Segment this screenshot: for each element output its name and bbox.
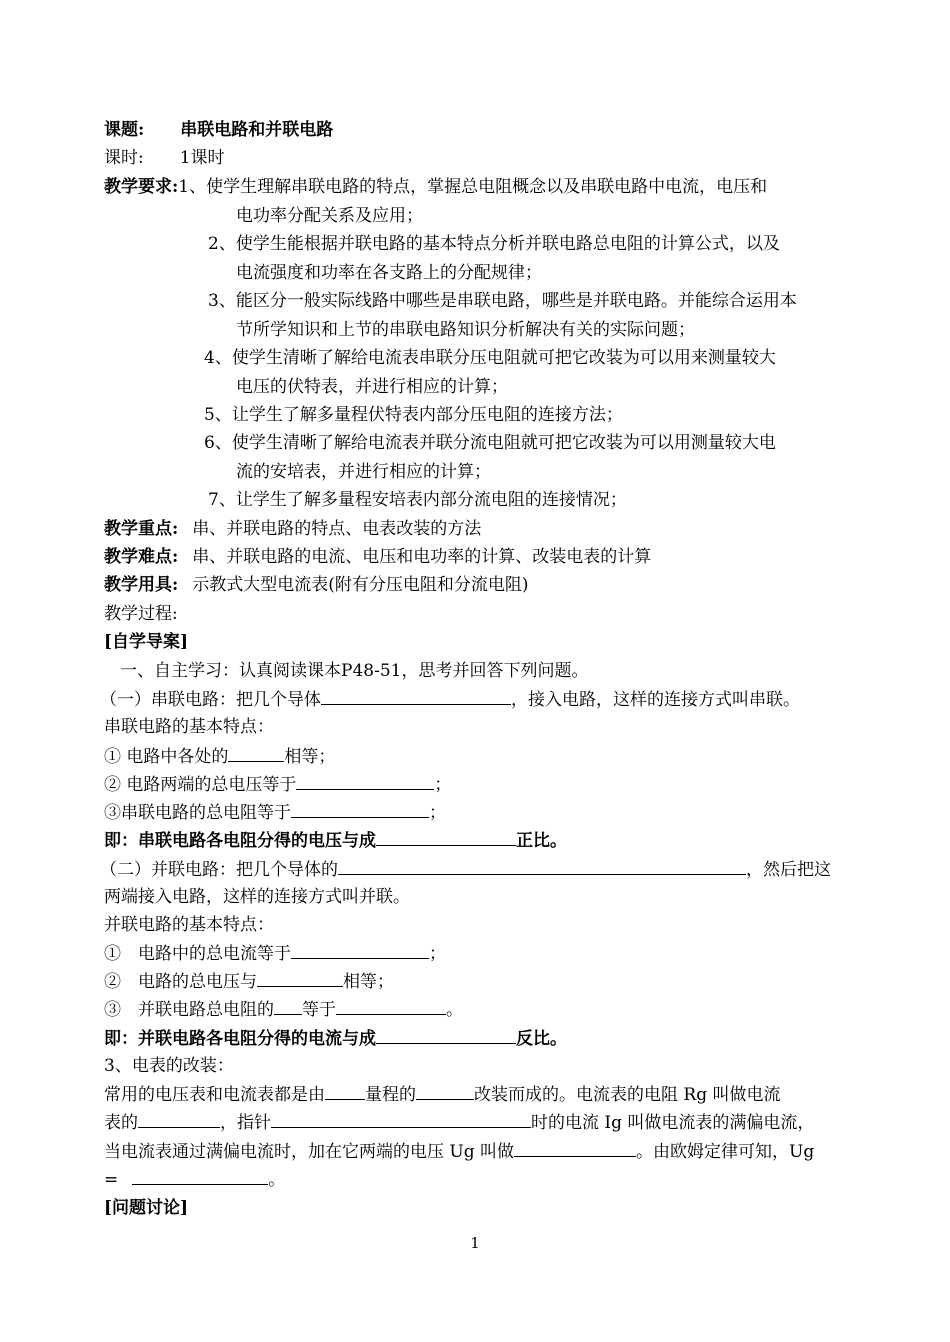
series-feature-1b: 相等； bbox=[284, 747, 336, 767]
parallel-feature-2b: 相等； bbox=[343, 972, 394, 992]
requirement-2b: 电流强度和功率在各支路上的分配规律； bbox=[236, 263, 542, 283]
answer-blank[interactable] bbox=[291, 801, 429, 818]
parallel-feature-2a: ② 电路的总电压与 bbox=[104, 972, 257, 992]
meter-line-1 bbox=[104, 1083, 781, 1106]
answer-blank[interactable] bbox=[132, 1168, 268, 1185]
meter-line-4 bbox=[104, 1168, 285, 1191]
parallel-feature-3a: ③ 并联电路总电阻的 bbox=[104, 1000, 274, 1020]
series-definition-b: ，接入电路，这样的连接方式叫串联。 bbox=[511, 690, 800, 710]
requirement-2a: 2、使学生能根据并联电路的基本特点分析并联电路总电阻的计算公式，以及 bbox=[208, 234, 780, 254]
series-conclusion-b: 正比。 bbox=[516, 831, 567, 851]
topic-title: 串联电路和并联电路 bbox=[180, 120, 334, 140]
answer-blank[interactable] bbox=[336, 998, 446, 1015]
requirement-6a: 6、使学生清晰了解给电流表并联分流电阻就可把它改装为可以用测量较大电 bbox=[204, 433, 776, 453]
process-label: 教学过程: bbox=[104, 604, 178, 624]
requirement-4a: 4、使学生清晰了解给电流表串联分压电阻就可把它改装为可以用来测量较大 bbox=[204, 348, 776, 368]
series-feature-3b: ； bbox=[429, 803, 446, 823]
requirement-1a: 1、使学生理解串联电路的特点，掌握总电阻概念以及串联电路中电流，电压和 bbox=[178, 177, 768, 197]
requirement-3b: 节所学知识和上节的串联电路知识分析解决有关的实际问题； bbox=[236, 320, 695, 340]
series-definition bbox=[100, 688, 800, 711]
parallel-conclusion-b: 反比。 bbox=[516, 1029, 567, 1049]
answer-blank[interactable] bbox=[325, 1083, 365, 1100]
parallel-definition-b: ，然后把这 bbox=[746, 860, 831, 880]
answer-blank[interactable] bbox=[228, 745, 284, 762]
hours-label: 课时: bbox=[104, 148, 144, 168]
requirement-1b: 电功率分配关系及应用； bbox=[236, 206, 423, 226]
tools-line bbox=[104, 574, 529, 596]
series-conclusion-a: 即：串联电路各电阻分得的电压与成 bbox=[104, 831, 376, 851]
parallel-feature-1a: ① 电路中的总电流等于 bbox=[104, 944, 291, 964]
meter-line-2a: 表的 bbox=[104, 1113, 138, 1133]
parallel-feature-3 bbox=[104, 998, 463, 1021]
parallel-feature-1b: ； bbox=[429, 944, 446, 964]
parallel-definition-c: 两端接入电路，这样的连接方式叫并联。 bbox=[104, 887, 410, 907]
requirement-4b: 电压的伏特表，并进行相应的计算； bbox=[236, 377, 508, 397]
requirement-6b: 流的安培表，并进行相应的计算； bbox=[236, 462, 491, 482]
answer-blank[interactable] bbox=[514, 1140, 636, 1157]
requirement-3a: 3、能区分一般实际线路中哪些是串联电路，哪些是并联电路。并能综合运用本 bbox=[208, 291, 797, 311]
meter-title: 3、电表的改装： bbox=[104, 1056, 234, 1076]
requirements-line-1 bbox=[104, 176, 767, 198]
answer-blank[interactable] bbox=[338, 858, 746, 875]
parallel-definition bbox=[100, 858, 831, 881]
parallel-feature-3c: 。 bbox=[446, 1000, 463, 1020]
series-feature-1 bbox=[104, 745, 335, 768]
meter-line-3a: 当电流表通过满偏电流时，加在它两端的电压 Ug 叫做 bbox=[104, 1142, 515, 1162]
parallel-conclusion bbox=[104, 1027, 567, 1050]
focus-text: 串、并联电路的特点、电表改装的方法 bbox=[192, 519, 482, 539]
series-conclusion bbox=[104, 829, 567, 852]
series-feature-3 bbox=[104, 801, 446, 824]
series-feature-3a: ③串联电路的总电阻等于 bbox=[104, 803, 291, 823]
parallel-feature-2 bbox=[104, 970, 394, 993]
parallel-conclusion-a: 即：并联电路各电阻分得的电流与成 bbox=[104, 1029, 376, 1049]
answer-blank[interactable] bbox=[416, 1083, 474, 1100]
meter-line-3b: 。由欧姆定律可知，Ug bbox=[636, 1142, 815, 1162]
difficulty-text: 串、并联电路的电流、电压和电功率的计算、改装电表的计算 bbox=[192, 547, 652, 567]
answer-blank[interactable] bbox=[257, 970, 343, 987]
meter-line-4a: = bbox=[104, 1170, 119, 1190]
discussion-heading: [问题讨论] bbox=[104, 1198, 189, 1218]
answer-blank[interactable] bbox=[291, 942, 429, 959]
meter-line-2b: ，指针 bbox=[220, 1113, 271, 1133]
requirement-5: 5、让学生了解多量程伏特表内部分压电阻的连接方法； bbox=[204, 405, 623, 425]
parallel-feature-3b: 等于 bbox=[302, 1000, 336, 1020]
meter-line-2 bbox=[104, 1111, 814, 1134]
meter-line-1a: 常用的电压表和电流表都是由 bbox=[104, 1085, 325, 1105]
focus-label: 教学重点: bbox=[104, 519, 179, 539]
parallel-feature-1 bbox=[104, 942, 446, 965]
series-feature-1a: ① 电路中各处的 bbox=[104, 747, 229, 767]
meter-line-1b: 量程的 bbox=[365, 1085, 416, 1105]
self-study-heading: [自学导案] bbox=[104, 632, 189, 652]
meter-line-1c: 改装而成的。电流表的电阻 Rg 叫做电流 bbox=[474, 1085, 781, 1105]
meter-line-4b: 。 bbox=[268, 1170, 286, 1190]
requirement-7: 7、让学生了解多量程安培表内部分流电阻的连接情况； bbox=[208, 490, 627, 510]
series-feature-2b: ； bbox=[434, 775, 452, 795]
series-definition-a: （一）串联电路：把几个导体 bbox=[100, 690, 321, 710]
difficulty-line bbox=[104, 546, 651, 568]
series-feature-2 bbox=[104, 773, 451, 796]
hours-line bbox=[104, 147, 225, 169]
tools-label: 教学用具: bbox=[104, 575, 179, 595]
series-feature-title: 串联电路的基本特点： bbox=[104, 717, 274, 737]
hours-value: 1课时 bbox=[179, 148, 225, 168]
answer-blank[interactable] bbox=[138, 1111, 220, 1128]
answer-blank[interactable] bbox=[274, 998, 302, 1015]
answer-blank[interactable] bbox=[271, 1111, 531, 1128]
focus-line bbox=[104, 518, 481, 540]
topic-label: 课题: bbox=[104, 120, 145, 140]
meter-line-2c: 时的电流 Ig 叫做电流表的满偏电流， bbox=[531, 1113, 815, 1133]
answer-blank[interactable] bbox=[376, 829, 516, 846]
answer-blank[interactable] bbox=[376, 1027, 516, 1044]
page-number: 1 bbox=[470, 1234, 480, 1252]
meter-line-3 bbox=[104, 1140, 814, 1163]
series-feature-2a: ② 电路两端的总电压等于 bbox=[104, 775, 297, 795]
difficulty-label: 教学难点: bbox=[104, 547, 179, 567]
answer-blank[interactable] bbox=[321, 688, 511, 705]
answer-blank[interactable] bbox=[296, 773, 434, 790]
topic-line bbox=[104, 119, 333, 141]
self-study-intro: 一、自主学习：认真阅读课本P48-51，思考并回答下列问题。 bbox=[120, 661, 589, 681]
requirements-label: 教学要求: bbox=[104, 177, 179, 197]
parallel-definition-a: （二）并联电路：把几个导体的 bbox=[100, 860, 338, 880]
tools-text: 示教式大型电流表(附有分压电阻和分流电阻) bbox=[192, 575, 529, 595]
parallel-feature-title: 并联电路的基本特点： bbox=[104, 915, 274, 935]
